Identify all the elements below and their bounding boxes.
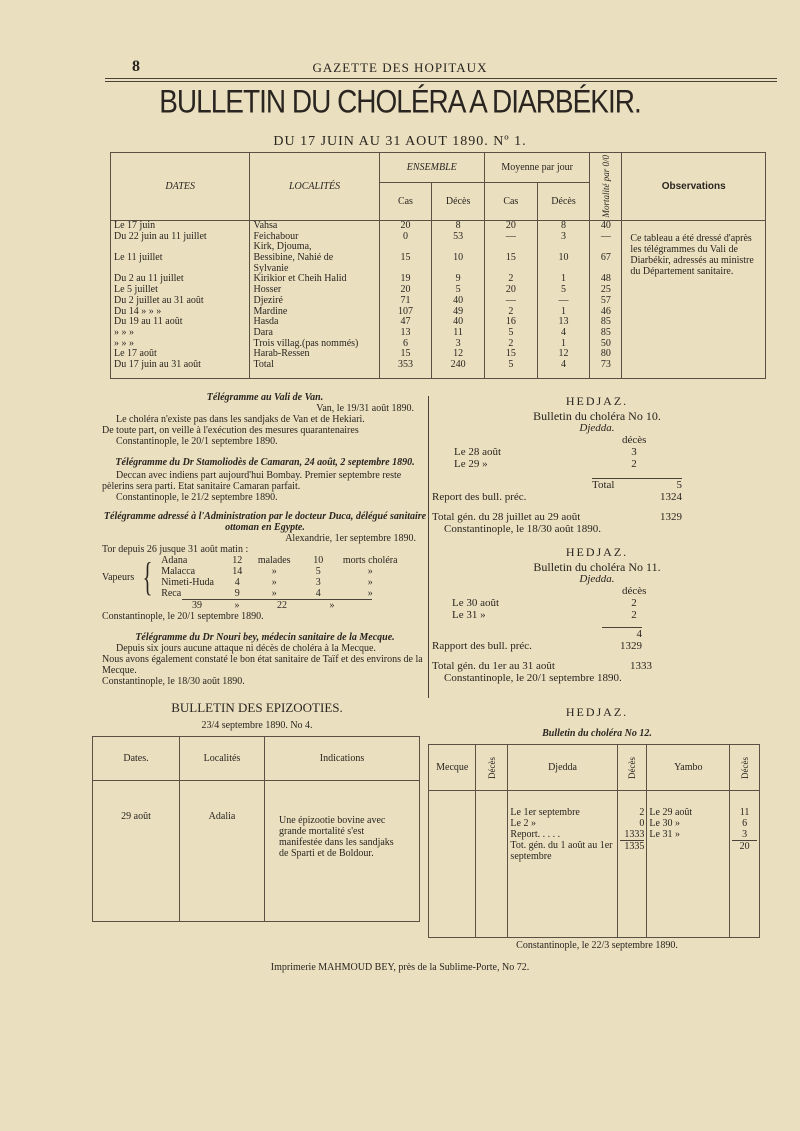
hedjaz-11-report-label: Rapport des bull. préc.	[432, 640, 532, 652]
vapeurs-total-d-label: »	[329, 600, 335, 611]
h12-yambo-labels	[647, 791, 730, 938]
vapeur-malades: 9	[234, 588, 240, 599]
localites-cell: Kirk, Djouma,	[253, 241, 312, 253]
ens-cas-cell: 13	[400, 326, 411, 338]
moy-deces-cell: 13	[558, 316, 569, 328]
vapeur-malades: 12	[232, 555, 243, 566]
vapeur-name: Adana	[161, 555, 188, 566]
dates-cell: » » »	[114, 326, 134, 338]
moy-cas-cell: 2	[508, 273, 514, 285]
h12-header-yambo: Yambo	[647, 745, 730, 791]
ens-cas-cell: 15	[400, 252, 411, 264]
localites-cell: Hasda	[253, 316, 279, 328]
left-column	[102, 392, 428, 687]
ens-deces-cell: 12	[453, 348, 464, 360]
dates-cell: » » »	[114, 337, 134, 349]
h12-header-deces-2: Décès	[617, 745, 647, 791]
bulletin-subtitle: DU 17 JUIN AU 31 AOUT 1890. Nº 1.	[273, 134, 527, 149]
moy-deces-cell: 1	[561, 273, 566, 285]
vapeur-d-label: »	[367, 577, 373, 588]
ens-cas-cell: 19	[400, 273, 411, 285]
mortalite-cell: 67	[600, 252, 611, 264]
vapeurs-total-m-label: »	[234, 600, 240, 611]
hedjaz-row-label: Le 30 août	[452, 597, 500, 609]
hedjaz-row-label: Le 31 »	[452, 609, 486, 621]
vapeurs-block	[102, 555, 428, 599]
mortalite-cell: 57	[600, 294, 611, 306]
journal-title: GAZETTE DES HOPITAUX	[312, 60, 488, 75]
hedjaz-10-rows	[432, 446, 762, 470]
moy-deces-cell: 8	[561, 220, 566, 231]
ens-deces-cell: 10	[453, 252, 464, 264]
localites-cell: Feichabour	[253, 230, 299, 242]
h12-mecque-col	[429, 791, 476, 938]
dates-cell: Le 5 juillet	[114, 284, 158, 296]
header-moyenne: Moyenne par jour	[484, 153, 589, 183]
telegram-duca-intro: Tor depuis 26 jusque 31 août matin :	[102, 544, 249, 555]
header-observations: Observations	[622, 153, 766, 221]
epi-header-dates: Dates.	[93, 737, 180, 781]
telegram-nouri-sign: Constantinople, le 18/30 août 1890.	[102, 676, 245, 687]
mortalite-cell: 48	[600, 273, 611, 285]
localites-cell: Mardine	[253, 305, 288, 317]
header-ens-deces: Décès	[432, 183, 485, 221]
hedjaz-10-total-row	[592, 478, 682, 491]
observation-text: Ce tableau a été dressé d'après les télégrammes du Vali de Diarbékir, adressés au ministre du Département sanitaire.	[622, 221, 766, 379]
hedjaz-10-total: 5	[676, 479, 682, 491]
hedjaz-row-value: 2	[631, 458, 637, 470]
moy-deces-cell: 4	[561, 358, 566, 370]
ens-deces-cell: 3	[455, 337, 461, 349]
mortalite-cell: 85	[600, 326, 611, 338]
h12-djedda-values	[617, 791, 647, 938]
ens-cas-cell: 107	[397, 305, 413, 317]
moy-deces-cell: 10	[558, 252, 569, 264]
hedjaz-row-value: 3	[631, 446, 637, 458]
vapeur-name: Reca	[161, 588, 182, 599]
yambo-row-value: 11	[739, 807, 750, 818]
localites-cell: Vahsa	[253, 220, 278, 231]
yambo-row-label: Le 31 »	[649, 829, 680, 840]
ens-cas-cell: 71	[400, 294, 411, 306]
mortalite-cell: 40	[600, 220, 611, 231]
hedjaz-10-title: HEDJAZ.	[565, 394, 629, 408]
hedjaz-12-table	[428, 744, 760, 938]
djedda-row-label: Tot. gén. du 1 août au 1er septembre	[510, 840, 613, 862]
vapeur-m-label: »	[271, 566, 277, 577]
vapeurs-row	[161, 566, 405, 577]
hedjaz-11-rows	[432, 597, 762, 621]
telegram-van-sign: Constantinople, le 20/1 septembre 1890.	[116, 436, 278, 447]
h12-yambo-values	[730, 791, 760, 938]
hedjaz-11-place: Djedda.	[579, 573, 615, 585]
yambo-row-label: Le 30 »	[649, 818, 680, 829]
epi-header-indications: Indications	[265, 737, 420, 781]
vapeur-morts: 10	[313, 555, 324, 566]
dates-cell: Du 2 juillet au 31 août	[114, 294, 204, 306]
epi-indication: Une épizootie bovine avec grande mortalité s'est manifestée dans les sandjaks de Sparti et de Boldour.	[265, 781, 420, 922]
ensemble-cas-column	[379, 221, 432, 379]
hedjaz-11-report: 1329	[620, 640, 642, 652]
dates-cell: Du 19 au 11 août	[114, 316, 183, 328]
vapeur-malades: 4	[234, 577, 240, 588]
vapeurs-rows	[161, 555, 405, 599]
mortalite-cell: —	[600, 230, 611, 242]
hedjaz-12-title: HEDJAZ.	[565, 705, 629, 719]
epizooties-sub: 23/4 septembre 1890. No 4.	[201, 720, 313, 731]
moy-cas-cell: —	[505, 294, 516, 306]
localites-cell: Harab-Ressen	[253, 348, 310, 360]
dates-cell: Du 14 » » »	[114, 305, 162, 317]
moy-cas-cell: 20	[505, 220, 516, 231]
vapeur-d-label: »	[367, 566, 373, 577]
telegram-camaran-title: Télégramme du Dr Stamoliodès de Camaran, 24 août, 2 septembre 1890.	[115, 457, 415, 468]
epizooties-title: BULLETIN DES EPIZOOTIES.	[171, 700, 343, 715]
localites-cell: Kirikior et Cheih Halid	[253, 273, 347, 285]
hedjaz-row-label: Le 29 »	[454, 458, 488, 470]
h12-header-deces-1: Décès	[476, 745, 508, 791]
header-ensemble: ENSEMBLE	[379, 153, 484, 183]
diarbekir-table	[110, 152, 766, 379]
hedjaz-11-bulletin: Bulletin du choléra No 11.	[533, 560, 661, 574]
hedjaz-11-total: 4	[602, 627, 642, 640]
localites-column	[250, 221, 379, 379]
djedda-row-value: 1335	[620, 840, 645, 852]
header-rule-2	[105, 81, 777, 82]
vapeur-name: Nimeti-Huda	[161, 577, 214, 588]
telegram-van-line1: Le choléra n'existe pas dans les sandjaks de Van et de Hekiari.	[116, 414, 365, 425]
hedjaz-11-deces-label: décès	[622, 585, 647, 597]
yambo-row-label: Le 29 août	[649, 807, 693, 818]
ens-cas-cell: 20	[400, 284, 411, 296]
h12-mecque-deces-col	[476, 791, 508, 938]
h12-djedda-labels	[508, 791, 617, 938]
moy-cas-cell: 5	[508, 358, 514, 370]
header-moy-deces: Décès	[537, 183, 590, 221]
djedda-row-value: 1333	[624, 829, 645, 840]
dates-column	[111, 221, 250, 379]
localites-cell: Trois villag.(pas nommés)	[253, 337, 359, 349]
moy-cas-cell: 2	[508, 305, 514, 317]
localites-cell: Bessibine, Nahié de	[253, 252, 334, 264]
vapeur-name: Malacca	[161, 566, 196, 577]
header-ens-cas: Cas	[379, 183, 432, 221]
header-rule	[105, 78, 777, 79]
ens-deces-cell: 5	[455, 284, 461, 296]
mortalite-cell: 85	[600, 316, 611, 328]
hedjaz-10-gen-row	[432, 511, 762, 523]
hedjaz-10-gen: 1329	[660, 511, 682, 523]
vapeur-morts: 3	[315, 577, 321, 588]
yambo-total: 20	[732, 840, 757, 852]
header-mortalite: Mortalité par 0/0	[590, 153, 622, 221]
hedjaz-row	[432, 446, 762, 458]
epizooties-table	[92, 736, 420, 922]
moy-deces-cell: 5	[561, 284, 566, 296]
vapeurs-total-malades: 39	[192, 600, 202, 611]
telegram-duca-place: Alexandrie, 1er septembre 1890.	[285, 533, 416, 544]
hedjaz-row	[432, 597, 762, 609]
hedjaz-row-label: Le 28 août	[454, 446, 502, 458]
hedjaz-10-place: Djedda.	[579, 422, 615, 434]
ens-cas-cell: 0	[402, 230, 408, 242]
hedjaz-11-gen-row	[432, 660, 762, 672]
mortalite-cell: 25	[600, 284, 611, 296]
hedjaz-10-sign: Constantinople, le 18/30 août 1890.	[444, 523, 602, 535]
ens-deces-cell: 53	[453, 230, 464, 242]
mortalite-cell: 73	[600, 358, 611, 370]
mortalite-cell: 50	[600, 337, 611, 349]
dates-cell: Du 22 juin au 11 juillet	[114, 230, 207, 242]
hedjaz-10-gen-label: Total gén. du 28 juillet au 29 août	[432, 511, 581, 523]
epi-localite: Adalia	[180, 781, 265, 922]
dates-cell: Du 17 juin au 31 août	[114, 358, 201, 370]
telegram-nouri-title: Télégramme du Dr Nouri bey, médecin sanitaire de la Mecque.	[135, 632, 395, 643]
localites-cell: Hosser	[253, 284, 282, 296]
vapeur-m-label: malades	[257, 555, 291, 566]
telegram-camaran-sign: Constantinople, le 21/2 septembre 1890.	[116, 492, 278, 503]
telegram-camaran-text: Deccan avec indiens part aujourd'hui Bombay. Premier septembre reste pèlerins sera parti. Etat sanitaire Camaran parfait.	[102, 470, 402, 492]
ensemble-deces-column	[432, 221, 485, 379]
hedjaz-row	[432, 458, 762, 470]
ens-deces-cell: 11	[453, 326, 463, 338]
vapeur-m-label: »	[271, 577, 277, 588]
h12-header-deces-3: Décès	[730, 745, 760, 791]
page-number: 8	[132, 58, 140, 75]
telegram-van-date: Van, le 19/31 août 1890.	[316, 403, 414, 414]
vapeurs-total-row	[182, 599, 372, 611]
telegram-duca-title: Télégramme adressé à l'Administration par le docteur Duca, délégué sanitaire ottoman en Egypte.	[103, 511, 427, 533]
h12-header-mecque: Mecque	[429, 745, 476, 791]
vapeurs-row	[161, 555, 405, 566]
dates-cell: Le 17 juin	[114, 220, 156, 231]
moy-cas-cell: —	[505, 230, 516, 242]
vapeurs-brace: {	[142, 554, 153, 599]
ens-deces-cell: 9	[455, 273, 461, 285]
hedjaz-10-report-row	[432, 491, 762, 503]
ens-deces-cell: 240	[450, 358, 466, 370]
vapeur-morts: 4	[315, 588, 321, 599]
djedda-row-value: 2	[639, 807, 645, 818]
hedjaz-11	[432, 546, 762, 684]
telegram-duca-sign: Constantinople, le 20/1 septembre 1890.	[102, 611, 264, 622]
vapeurs-row	[161, 588, 405, 599]
hedjaz-10-report-label: Report des bull. préc.	[432, 491, 527, 503]
hedjaz-row-value: 2	[631, 609, 637, 621]
column-divider	[428, 396, 429, 698]
vapeur-m-label: »	[271, 588, 277, 599]
mortalite-column	[590, 221, 622, 379]
ens-cas-cell: 15	[400, 348, 411, 360]
djedda-row-label: Le 1er septembre	[510, 807, 580, 818]
vapeurs-row	[161, 577, 405, 588]
bulletin-title: BULLETIN DU CHOLÉRA A DIARBÉKIR.	[159, 83, 641, 120]
vapeur-d-label: morts choléra	[342, 555, 398, 566]
telegram-nouri-line1: Depuis six jours aucune attaque ni décès de choléra à la Mecque.	[116, 643, 376, 654]
epi-date: 29 août	[93, 781, 180, 922]
ens-cas-cell: 353	[397, 358, 413, 370]
dates-cell: Le 11 juillet	[114, 252, 163, 264]
moy-deces-cell: 1	[561, 305, 566, 317]
hedjaz-12-sign: Constantinople, le 22/3 septembre 1890.	[516, 940, 678, 951]
moy-deces-cell: —	[558, 294, 569, 306]
moyenne-cas-column	[484, 221, 537, 379]
dates-cell: Du 2 au 11 juillet	[114, 273, 184, 285]
djedda-row-value: 0	[639, 818, 645, 829]
moy-cas-cell: 15	[505, 252, 516, 264]
localites-cell: Djeziré	[253, 294, 283, 306]
localites-cell: Sylvanie	[253, 262, 289, 274]
hedjaz-10-bulletin: Bulletin du choléra No 10.	[533, 409, 661, 423]
hedjaz-10-deces-label: décès	[622, 434, 647, 446]
moy-deces-cell: 3	[561, 230, 566, 242]
vapeurs-label: Vapeurs	[102, 571, 135, 583]
ens-deces-cell: 40	[453, 294, 464, 306]
yambo-row-value: 6	[742, 818, 748, 829]
ens-cas-cell: 6	[402, 337, 408, 349]
hedjaz-row-value: 2	[631, 597, 637, 609]
vapeurs-total-morts: 22	[277, 600, 287, 611]
hedjaz-row	[432, 609, 762, 621]
vapeur-d-label: »	[367, 588, 373, 599]
yambo-row-value: 3	[742, 829, 748, 840]
epi-header-localites: Localités	[180, 737, 265, 781]
h12-header-djedda: Djedda	[508, 745, 617, 791]
moy-deces-cell: 12	[558, 348, 569, 360]
hedjaz-11-gen-label: Total gén. du 1er au 31 août	[432, 660, 555, 672]
mortalite-cell: 46	[600, 305, 611, 317]
localites-cell: Total	[253, 358, 274, 370]
hedjaz-11-title: HEDJAZ.	[565, 545, 629, 559]
vapeur-morts: 5	[315, 566, 321, 577]
mortalite-cell: 80	[600, 348, 611, 360]
hedjaz-11-report-row	[432, 640, 762, 652]
vapeur-malades: 14	[232, 566, 243, 577]
ens-deces-cell: 40	[453, 316, 464, 328]
header-localites: LOCALITÉS	[250, 153, 379, 221]
djedda-row-label: Report. . . . .	[510, 829, 561, 840]
header-dates: DATES	[111, 153, 250, 221]
localites-cell: Dara	[253, 326, 273, 338]
moy-deces-cell: 1	[561, 337, 566, 349]
hedjaz-11-sign: Constantinople, le 20/1 septembre 1890.	[444, 672, 622, 684]
hedjaz-10	[432, 395, 762, 535]
hedjaz-11-gen: 1333	[630, 660, 652, 672]
hedjaz-12-bulletin: Bulletin du choléra No 12.	[542, 728, 652, 739]
moy-cas-cell: 16	[505, 316, 516, 328]
telegram-nouri-line2: Nous avons également constaté le bon état sanitaire de Taïf et des environs de la Mecque.	[102, 654, 423, 676]
header-moy-cas: Cas	[484, 183, 537, 221]
moy-deces-cell: 4	[561, 326, 566, 338]
moyenne-deces-column	[537, 221, 590, 379]
djedda-row-label: Le 2 »	[510, 818, 536, 829]
moy-cas-cell: 5	[508, 326, 514, 338]
dates-cell: Le 17 août	[114, 348, 157, 360]
ens-cas-cell: 47	[400, 316, 411, 328]
moy-cas-cell: 15	[505, 348, 516, 360]
hedjaz-10-total-label: Total	[592, 479, 615, 491]
imprint: Imprimerie MAHMOUD BEY, près de la Sublime-Porte, No 72.	[270, 962, 530, 973]
hedjaz-10-report: 1324	[660, 491, 682, 503]
telegram-van-line2: De toute part, on veille à l'exécution des mesures quarantenaires	[102, 425, 359, 436]
moy-cas-cell: 2	[508, 337, 514, 349]
ens-cas-cell: 20	[400, 220, 411, 231]
moy-cas-cell: 20	[505, 284, 516, 296]
ens-deces-cell: 49	[453, 305, 464, 317]
ens-deces-cell: 8	[455, 220, 461, 231]
telegram-van-title: Télégramme au Vali de Van.	[206, 392, 324, 403]
